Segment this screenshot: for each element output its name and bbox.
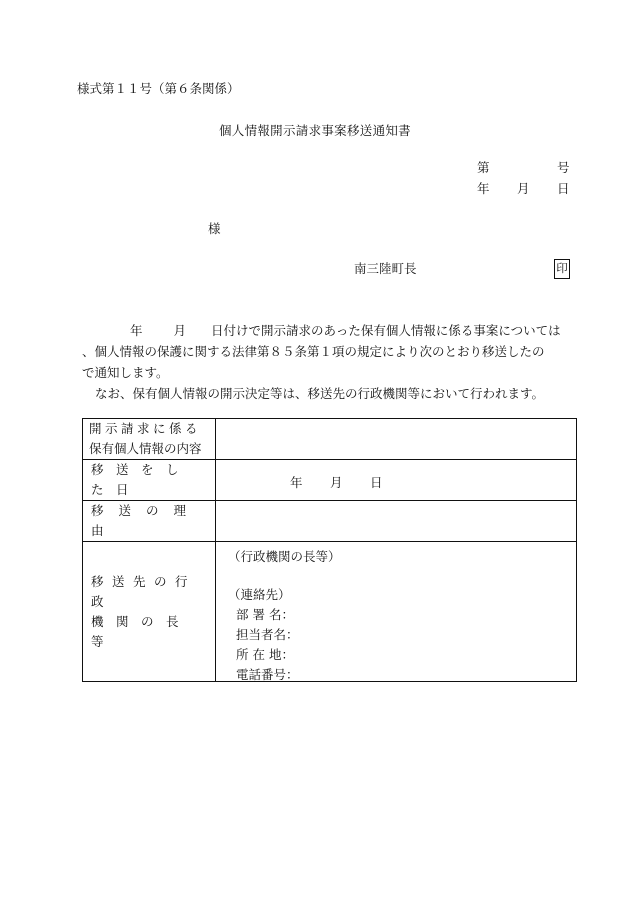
body-month: 月	[173, 323, 187, 338]
body-year: 年	[130, 323, 143, 338]
reason-label: 移送の理由	[91, 503, 202, 538]
body-line-2: 、個人情報の保護に関する法律第８５条第１項の規定により次のとおり移送したの	[82, 344, 545, 359]
table-row-reason	[83, 501, 577, 542]
content-label-text-1: 開示請求に係る	[89, 421, 202, 436]
transfer-month-label: 月	[330, 475, 343, 490]
table-row-content	[83, 419, 577, 460]
reference-dai-label: 第	[477, 160, 490, 175]
person-label: 担当者名：	[236, 627, 299, 642]
form-number: 様式第１１号（第６条関係）	[77, 81, 240, 96]
addressee-sama: 様	[208, 221, 221, 236]
body-line-1	[82, 320, 588, 341]
date-label: 移送をした日	[91, 462, 192, 497]
seal-stamp: 印	[554, 259, 570, 279]
reason-value-cell[interactable]	[216, 501, 577, 542]
content-label-row-1	[83, 419, 215, 439]
notice-body	[82, 320, 588, 404]
body-line-4: なお、保有個人情報の開示決定等は、移送先の行政機関等において行われます。	[95, 386, 545, 401]
date-year-label: 年	[477, 181, 490, 196]
destination-value-cell[interactable]	[216, 542, 577, 682]
date-value	[216, 460, 576, 500]
date-value-cell[interactable]	[216, 460, 577, 501]
destination-value	[216, 542, 576, 681]
department-label: 部 署 名：	[236, 607, 294, 622]
date-day-label: 日	[557, 181, 570, 196]
table-row-destination	[83, 542, 577, 682]
body-line-1-text: 日付けで開示請求のあった保有個人情報に係る事案については	[211, 323, 561, 338]
table-row-date	[83, 460, 577, 501]
destination-label-row-2: 機関の長等	[91, 613, 192, 649]
sender-name: 南三陸町長	[354, 261, 417, 276]
destination-label-row-1: 移送先の行政	[91, 573, 197, 609]
reason-label-cell	[83, 501, 216, 542]
phone-label: 電話番号：	[236, 667, 299, 682]
document-title: 個人情報開示請求事案移送通知書	[218, 123, 411, 138]
content-value-cell[interactable]	[216, 419, 577, 460]
content-label-cell	[83, 419, 216, 460]
address-label: 所 在 地：	[236, 647, 294, 662]
transfer-day-label: 日	[370, 475, 383, 490]
reference-go-label: 号	[557, 160, 570, 175]
destination-head: （行政機関の長等）	[228, 549, 341, 564]
content-label-text-2: 保有個人情報の内容	[89, 441, 202, 456]
date-label-cell	[83, 460, 216, 501]
body-line-3: で通知します。	[82, 365, 169, 380]
transfer-year-label: 年	[290, 475, 303, 490]
content-label-row-2	[83, 439, 215, 459]
destination-label-cell	[83, 542, 216, 682]
contact-heading: （連絡先）	[228, 587, 291, 602]
date-month-label: 月	[517, 181, 530, 196]
transfer-details-table	[82, 418, 577, 682]
